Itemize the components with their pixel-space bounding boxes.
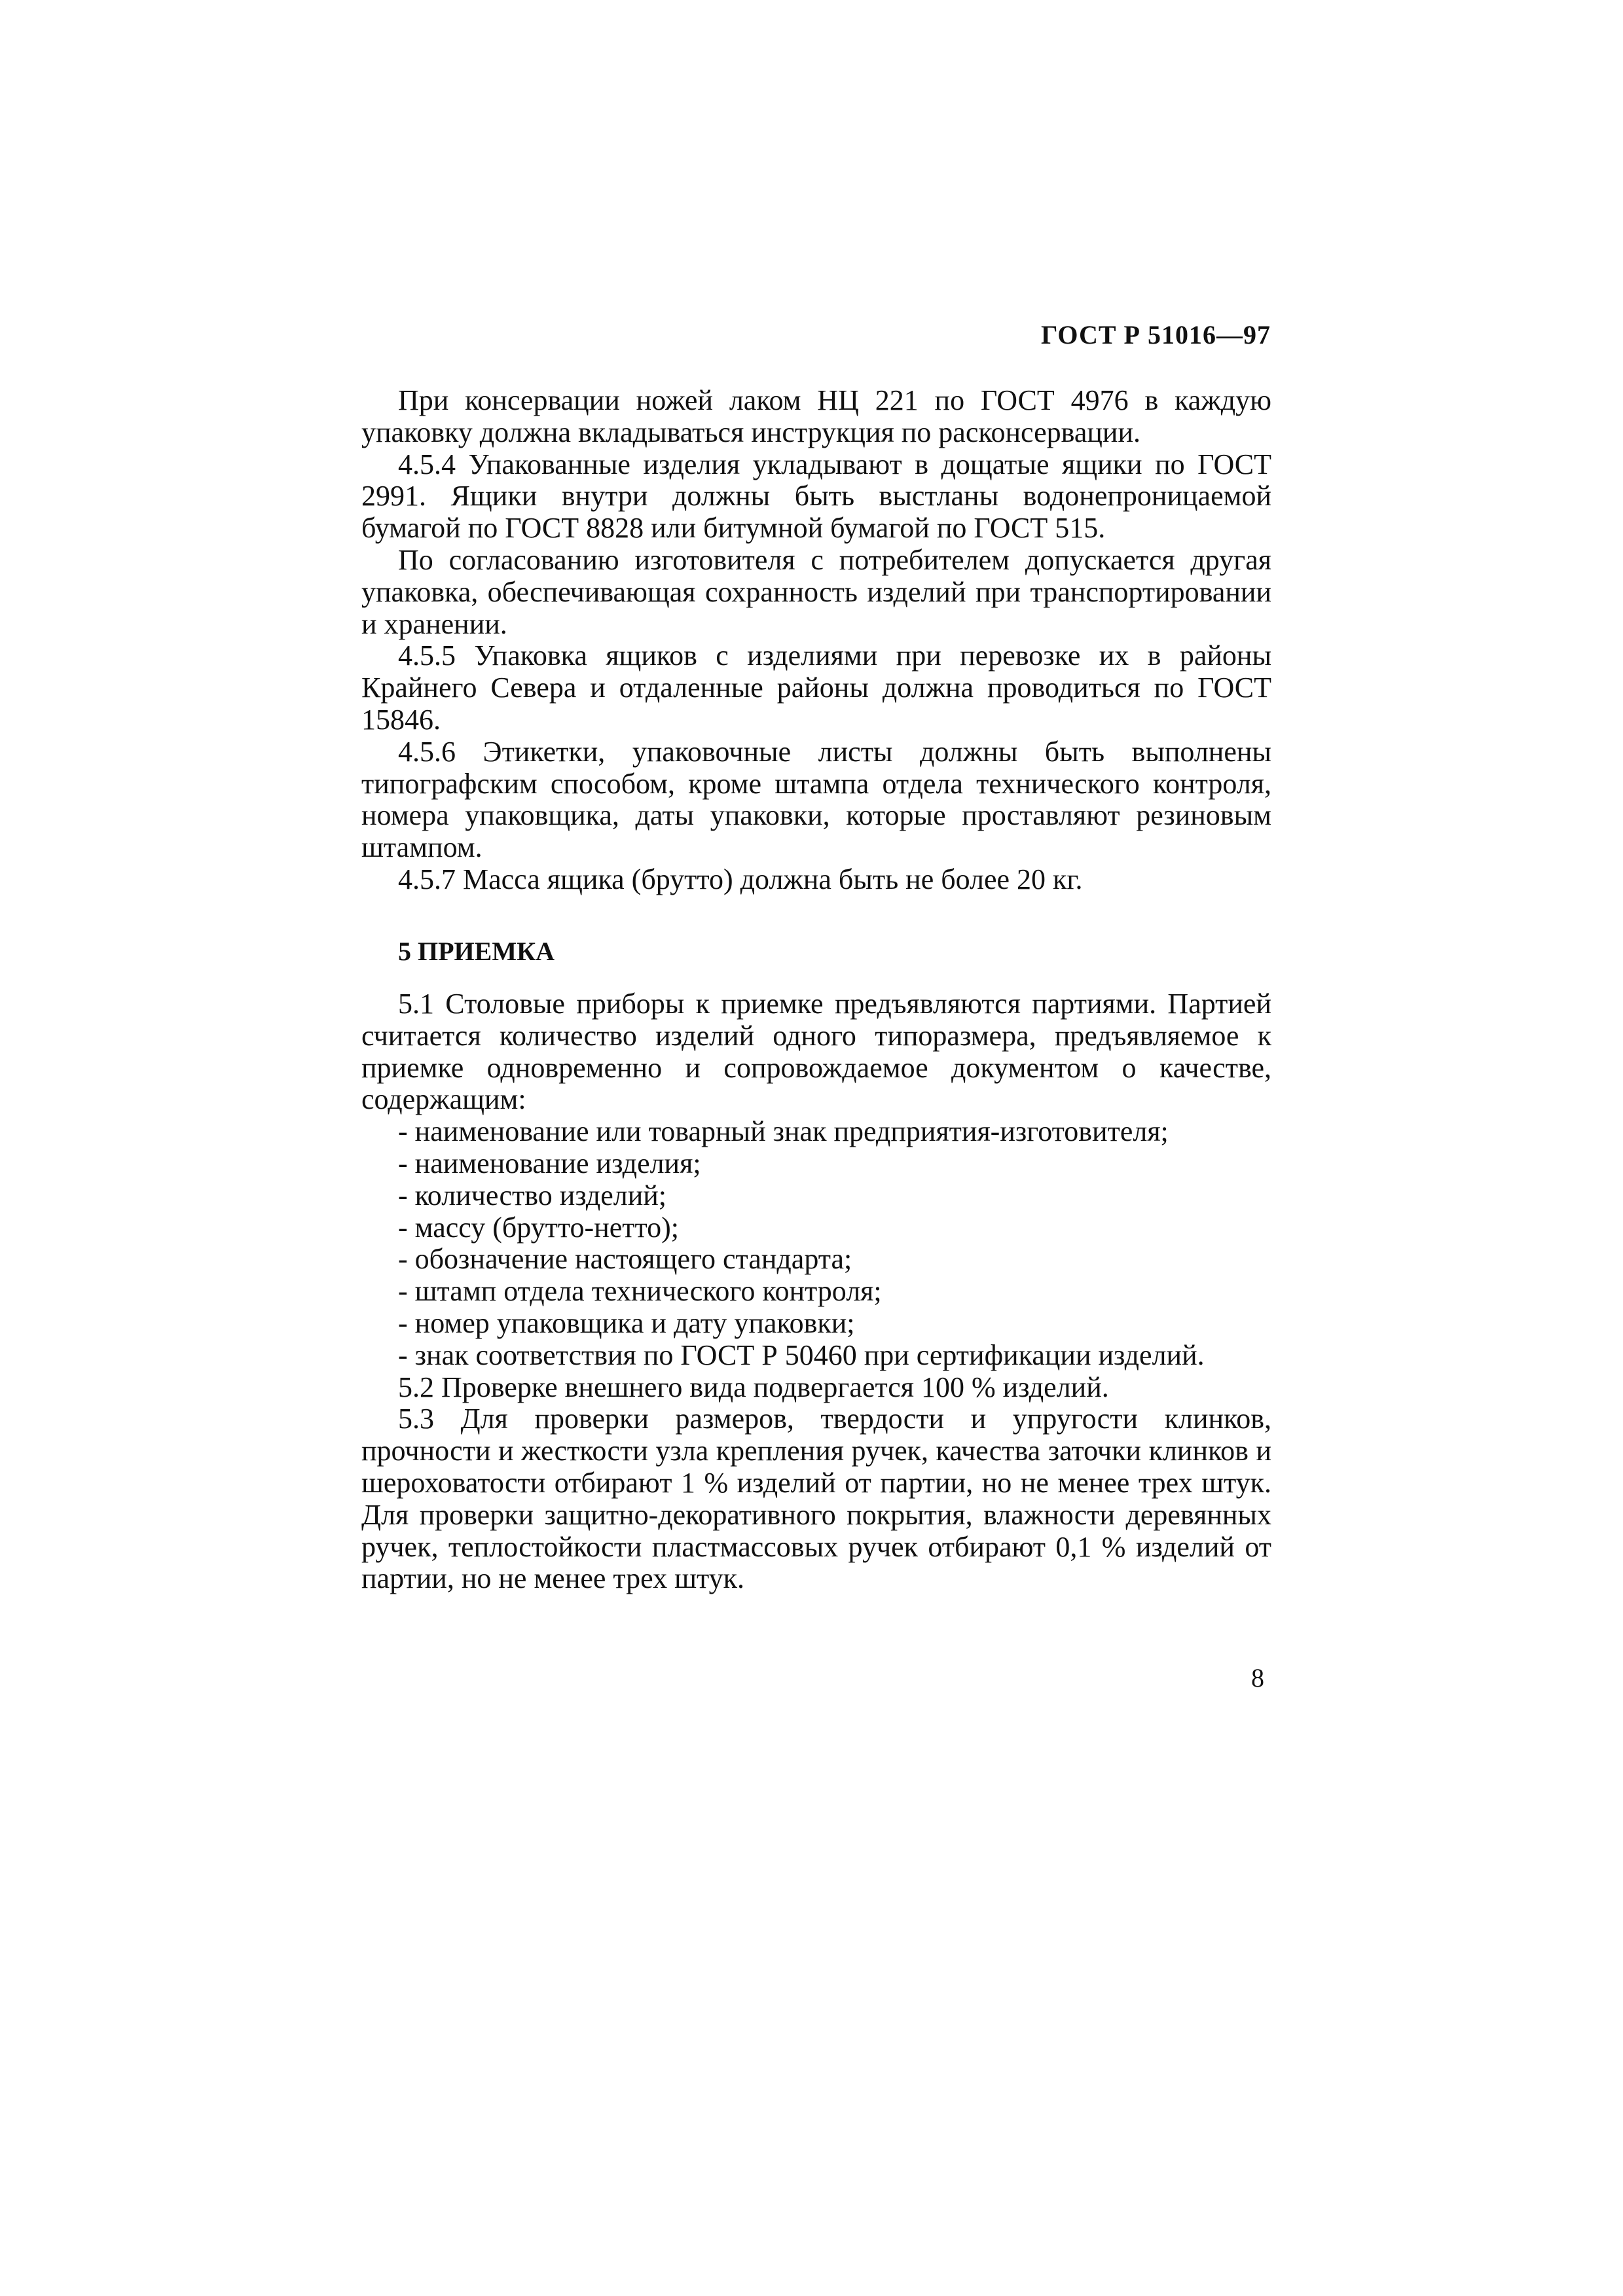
list-item: - наименование или товарный знак предприятия-изготовителя;: [398, 1115, 1169, 1148]
list-item: - обозначение настоящего стандарта;: [398, 1243, 852, 1276]
list-item: - штамп отдела технического контроля;: [398, 1275, 882, 1308]
list-item: - наименование изделия;: [398, 1147, 701, 1179]
list-item: - знак соответствия по ГОСТ Р 50460 при сертификации изделий.: [398, 1338, 1205, 1371]
section-5-title: 5 ПРИЕМКА: [398, 937, 555, 966]
document-code-header: ГОСТ Р 51016—97: [1040, 320, 1271, 350]
list-item: - массу (брутто-нетто);: [398, 1211, 680, 1244]
paragraph-4-5-5: 4.5.5 Упаковка ящиков с изделиями при перевозке их в районы Крайнего Севера и отдаленные районы должна проводиться по ГОСТ 15846.: [361, 639, 1271, 736]
paragraph-4-5-7: 4.5.7 Масса ящика (брутто) должна быть не более 20 кг.: [398, 863, 1083, 895]
paragraph-4-5-6: 4.5.6 Этикетки, упаковочные листы должны быть выполнены типографским способом, кроме штампа отдела технического контроля, номера упаковщика, даты упаковки, которые проставляют резиновым штампом.: [361, 735, 1271, 864]
paragraph-5-1: 5.1 Столовые приборы к приемке предъявляются партиями. Партией считается количество изделий одного типоразмера, предъявляемое к приемке одновременно и сопровождаемое документом о качестве, содержащим:: [361, 988, 1271, 1116]
section-4-body: [361, 385, 1271, 896]
section-5-body: [361, 988, 1271, 1595]
paragraph-5-2: 5.2 Проверке внешнего вида подвергается 100 % изделий.: [398, 1371, 1109, 1403]
quality-document-list: [361, 1116, 1271, 1371]
paragraph-conservation: При консервации ножей лаком НЦ 221 по ГОСТ 4976 в каждую упаковку должна вкладываться инструкция по расконсервации.: [361, 384, 1271, 448]
page-number: 8: [1251, 1663, 1264, 1693]
paragraph-5-3: 5.3 Для проверки размеров, твердости и упругости клинков, прочности и жесткости узла крепления ручек, качества заточки клинков и шероховатости отбирают 1 % изделий от партии, но не менее трех штук. Для проверки защитно-декоративного покрытия, влажности деревянных ручек, теплостойкости пластмассовых ручек отбирают 0,1 % изделий от партии, но не менее трех штук.: [361, 1403, 1271, 1595]
paragraph-agreement: По согласованию изготовителя с потребителем допускается другая упаковка, обеспечивающая сохранность изделий при транспортировании и хранении.: [361, 543, 1271, 640]
list-item: - количество изделий;: [398, 1179, 667, 1211]
paragraph-4-5-4: 4.5.4 Упакованные изделия укладывают в дощатые ящики по ГОСТ 2991. Ящики внутри должны быть выстланы водонепроницаемой бумагой по ГОСТ 8828 или битумной бумагой по ГОСТ 515.: [361, 448, 1271, 545]
list-item: - номер упаковщика и дату упаковки;: [398, 1306, 855, 1339]
